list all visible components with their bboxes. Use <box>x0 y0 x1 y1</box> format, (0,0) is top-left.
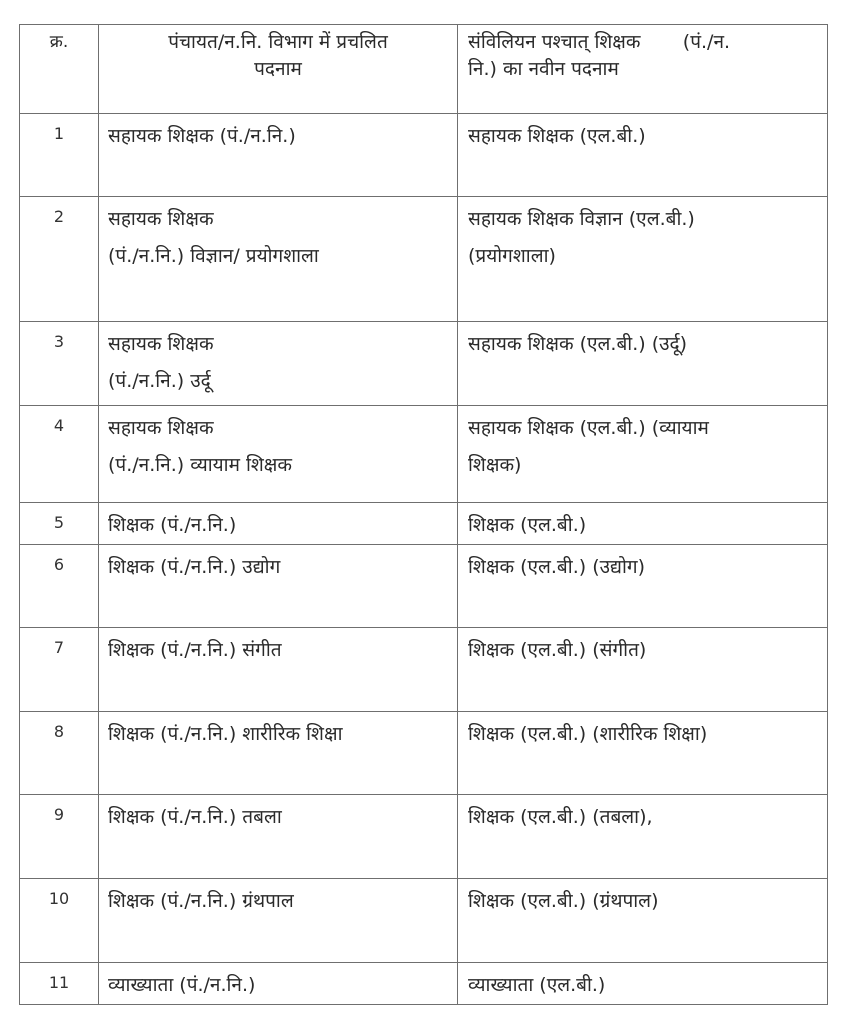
new-designation: शिक्षक (एल.बी.) (तबला), <box>458 795 828 879</box>
old-designation: शिक्षक (पं./न.नि.) उद्योग <box>99 545 458 628</box>
old-designation: शिक्षक (पं./न.नि.) संगीत <box>99 628 458 712</box>
table-row <box>20 879 828 963</box>
table-row <box>20 712 828 795</box>
new-designation: सहायक शिक्षक (एल.बी.) (उर्दू) <box>458 322 828 406</box>
old-designation: शिक्षक (पं./न.नि.) तबला <box>99 795 458 879</box>
new-designation: सहायक शिक्षक (एल.बी.) (व्यायाम शिक्षक) <box>458 406 828 503</box>
new-designation: शिक्षक (एल.बी.) (उद्योग) <box>458 545 828 628</box>
serial-number: 5 <box>20 503 99 545</box>
serial-number: 11 <box>20 963 99 1005</box>
table-row <box>20 795 828 879</box>
table-row <box>20 197 828 322</box>
designation-table <box>19 24 828 1005</box>
serial-number: 7 <box>20 628 99 712</box>
old-designation: सहायक शिक्षक (पं./न.नि.) उर्दू <box>99 322 458 406</box>
new-designation: सहायक शिक्षक विज्ञान (एल.बी.) (प्रयोगशाला) <box>458 197 828 322</box>
header-row <box>20 25 828 114</box>
new-designation: शिक्षक (एल.बी.) (शारीरिक शिक्षा) <box>458 712 828 795</box>
table-row <box>20 963 828 1005</box>
old-designation: शिक्षक (पं./न.नि.) शारीरिक शिक्षा <box>99 712 458 795</box>
new-designation: शिक्षक (एल.बी.) (ग्रंथपाल) <box>458 879 828 963</box>
old-designation: सहायक शिक्षक (पं./न.नि.) व्यायाम शिक्षक <box>99 406 458 503</box>
table-row <box>20 545 828 628</box>
old-designation: सहायक शिक्षक (पं./न.नि.) विज्ञान/ प्रयोगशाला <box>99 197 458 322</box>
new-designation: सहायक शिक्षक (एल.बी.) <box>458 114 828 197</box>
old-designation: व्याख्याता (पं./न.नि.) <box>99 963 458 1005</box>
serial-number: 8 <box>20 712 99 795</box>
serial-number: 4 <box>20 406 99 503</box>
table-row <box>20 322 828 406</box>
serial-number: 10 <box>20 879 99 963</box>
new-designation: व्याख्याता (एल.बी.) <box>458 963 828 1005</box>
header-new-designation: संविलियन पश्चात् शिक्षक (पं./न. नि.) का नवीन पदनाम <box>458 25 828 114</box>
table-row <box>20 503 828 545</box>
old-designation: शिक्षक (पं./न.नि.) ग्रंथपाल <box>99 879 458 963</box>
new-designation: शिक्षक (एल.बी.) (संगीत) <box>458 628 828 712</box>
new-designation: शिक्षक (एल.बी.) <box>458 503 828 545</box>
serial-number: 6 <box>20 545 99 628</box>
header-old-designation: पंचायत/न.नि. विभाग में प्रचलित पदनाम <box>99 25 458 114</box>
table-row <box>20 114 828 197</box>
old-designation: सहायक शिक्षक (पं./न.नि.) <box>99 114 458 197</box>
serial-number: 9 <box>20 795 99 879</box>
serial-number: 1 <box>20 114 99 197</box>
serial-number: 2 <box>20 197 99 322</box>
old-designation: शिक्षक (पं./न.नि.) <box>99 503 458 545</box>
serial-number: 3 <box>20 322 99 406</box>
header-serial-number: क्र. <box>20 25 99 114</box>
table-row <box>20 406 828 503</box>
table-row <box>20 628 828 712</box>
